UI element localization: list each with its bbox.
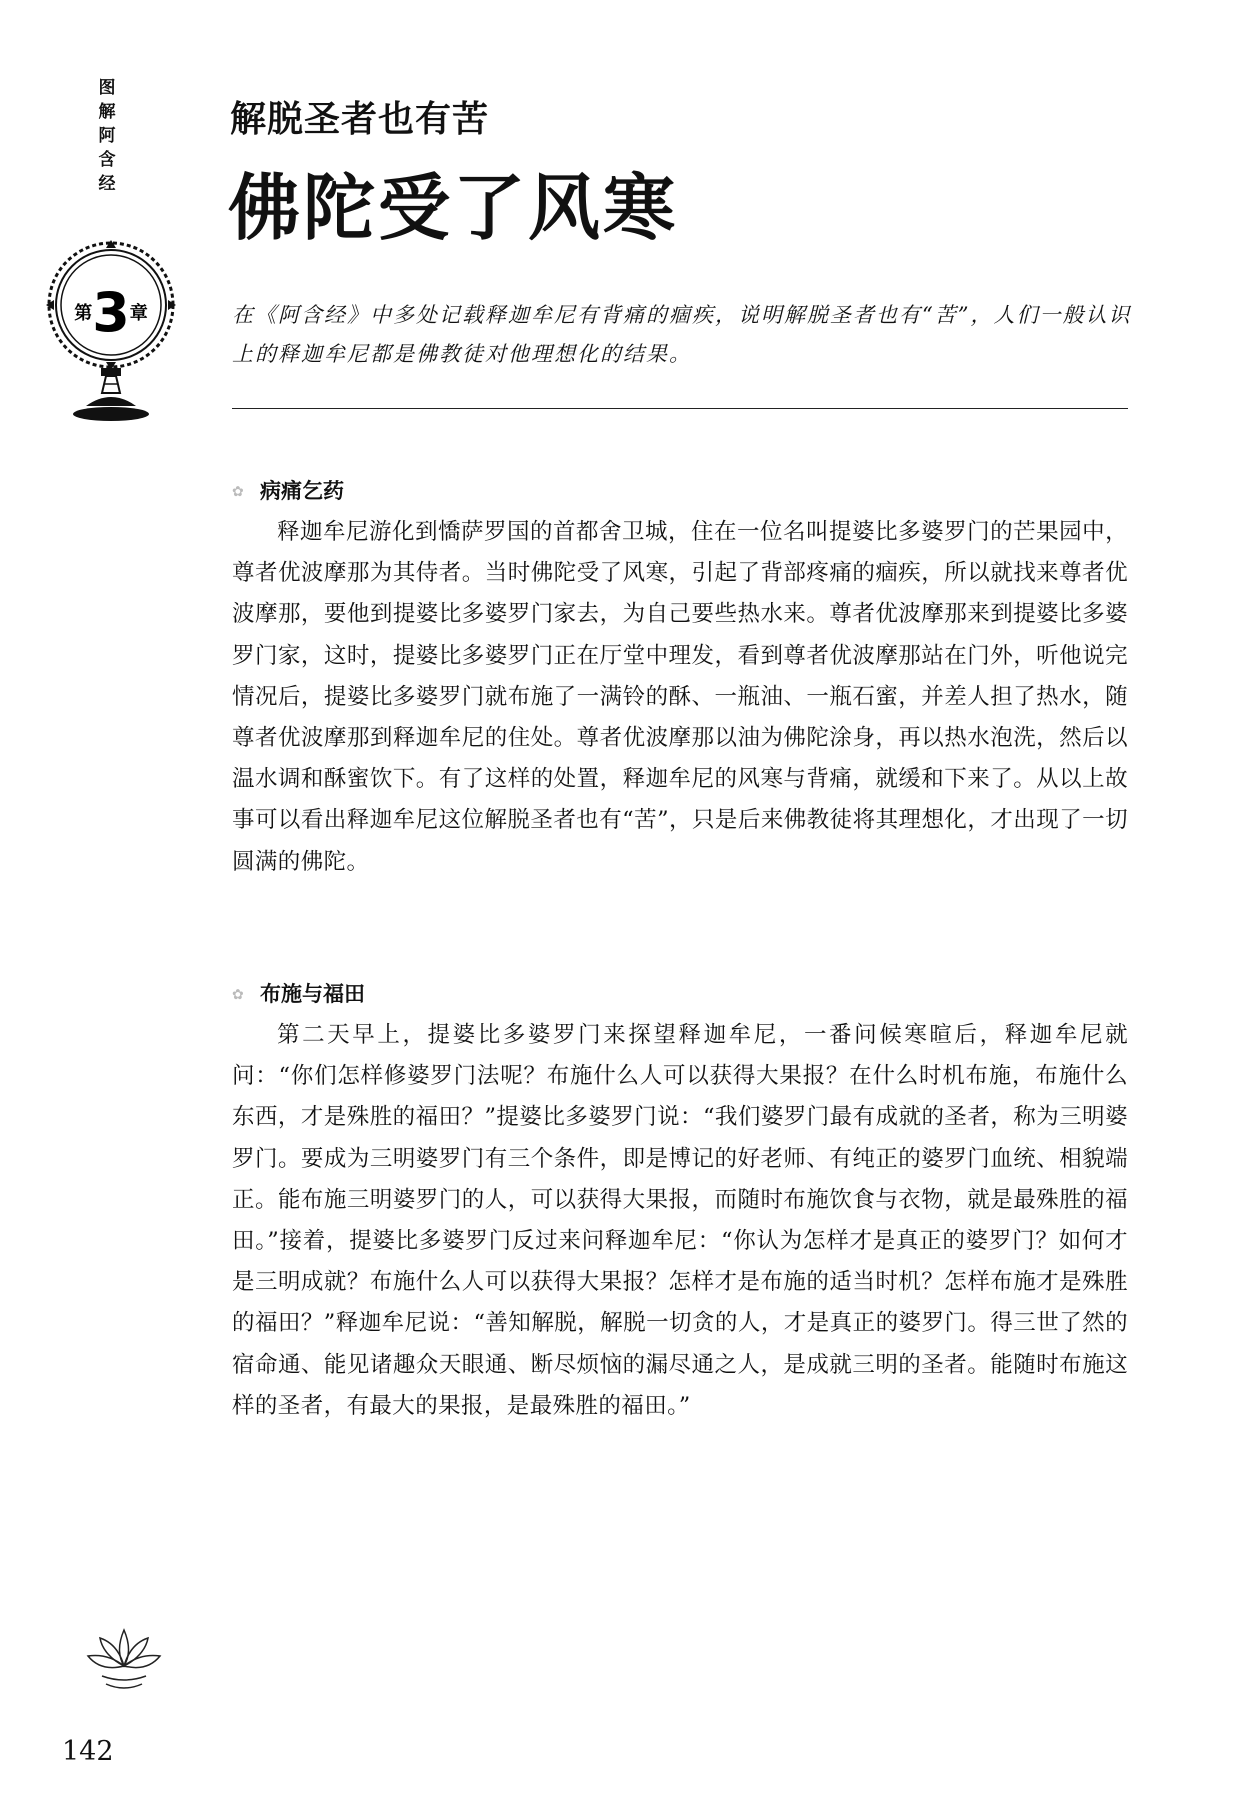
section-heading-text: 布施与福田	[260, 982, 365, 1006]
book-title-char: 解	[98, 102, 116, 122]
page-number: 142	[62, 1736, 114, 1767]
chapter-prefix: 第	[74, 303, 93, 324]
book-title-char: 图	[98, 78, 116, 98]
body-paragraph: 释迦牟尼游化到憍萨罗国的首都舍卫城，住在一位名叫提婆比多婆罗门的芒果园中，尊者优波摩那为其侍者。当时佛陀受了风寒，引起了背部疼痛的痼疾，所以就找来尊者优波摩那，要他到提婆比多婆罗门家去，为自己要些热水来。尊者优波摩那来到提婆比多婆罗门家，这时，提婆比多婆罗门正在厅堂中理发，看到尊者优波摩那站在门外，听他说完情况后，提婆比多婆罗门就布施了一满铃的酥、一瓶油、一瓶石蜜，并差人担了热水，随尊者优波摩那到释迦牟尼的住处。尊者优波摩那以油为佛陀涂身，再以热水泡洗，然后以温水调和酥蜜饮下。有了这样的处置，释迦牟尼的风寒与背痛，就缓和下来了。从以上故事可以看出释迦牟尼这位解脱圣者也有“苦”，只是后来佛教徒将其理想化，才出现了一切圆满的佛陀。	[232, 519, 1128, 875]
book-title-char: 含	[98, 150, 116, 170]
leaf-bullet-icon: ✿	[232, 987, 244, 1003]
book-title-vertical	[96, 76, 118, 196]
book-title-char: 阿	[98, 126, 116, 146]
chapter-number: 3	[92, 281, 130, 344]
chapter-badge	[46, 281, 176, 344]
intro-paragraph: 在《阿含经》中多处记载释迦牟尼有背痛的痼疾，说明解脱圣者也有“苦”，人们一般认识上的释迦牟尼都是佛教徒对他理想化的结果。	[232, 303, 1132, 366]
section-heading	[232, 979, 365, 1010]
lotus-ornament-icon	[84, 1620, 164, 1696]
book-title-char: 经	[98, 174, 116, 194]
divider	[232, 408, 1128, 409]
section-heading-text: 病痛乞药	[260, 479, 344, 503]
section-subtitle: 解脱圣者也有苦	[230, 99, 490, 140]
leaf-bullet-icon: ✿	[232, 484, 244, 500]
section-heading	[232, 476, 344, 507]
chapter-suffix: 章	[129, 303, 148, 324]
page-title: 佛陀受了风寒	[228, 166, 679, 250]
chapter-emblem	[46, 228, 176, 428]
body-paragraph: 第二天早上，提婆比多婆罗门来探望释迦牟尼，一番问候寒暄后，释迦牟尼就问：“你们怎样修婆罗门法呢？布施什么人可以获得大果报？在什么时机布施，布施什么东西，才是殊胜的福田？”提婆比多婆罗门说：“我们婆罗门最有成就的圣者，称为三明婆罗门。要成为三明婆罗门有三个条件，即是博记的好老师、有纯正的婆罗门血统、相貌端正。能布施三明婆罗门的人，可以获得大果报，而随时布施饮食与衣物，就是最殊胜的福田。”接着，提婆比多婆罗门反过来问释迦牟尼：“你认为怎样才是真正的婆罗门？如何才是三明成就？布施什么人可以获得大果报？怎样才是布施的适当时机？怎样布施才是殊胜的福田？”释迦牟尼说：“善知解脱，解脱一切贪的人，才是真正的婆罗门。得三世了然的宿命通、能见诸趣众天眼通、断尽烦恼的漏尽通之人，是成就三明的圣者。能随时布施这样的圣者，有最大的果报，是最殊胜的福田。”	[232, 1022, 1128, 1419]
